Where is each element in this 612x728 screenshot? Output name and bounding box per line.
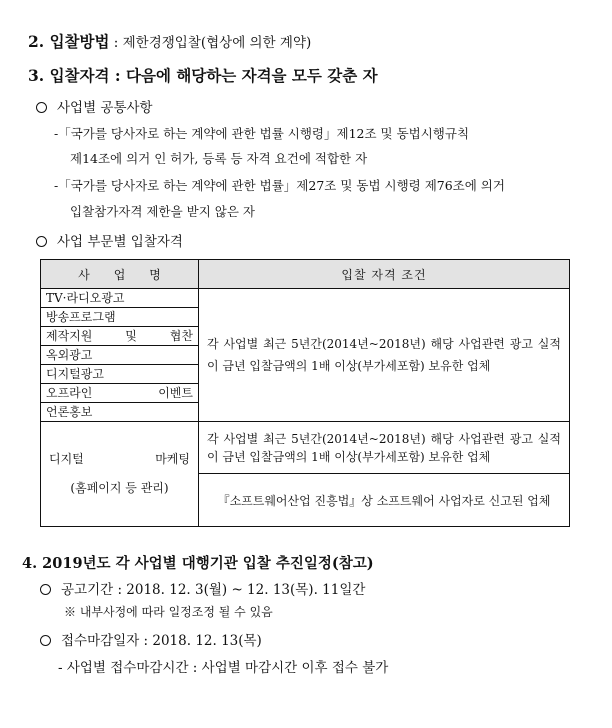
announce-period-label: 공고기간 : 2018. 12. 3(월) ~ 12. 13(목). 11일간 bbox=[61, 582, 366, 598]
section-2-heading bbox=[28, 30, 311, 52]
circle-bullet-icon bbox=[40, 635, 51, 646]
row-outdoor: 옥외광고 bbox=[41, 346, 199, 365]
common-requirements-title: 사업별 공통사항 bbox=[57, 100, 153, 116]
row-tv-radio: TV·라디오광고 bbox=[41, 289, 199, 308]
section-3-detail: : 다음에 해당하는 자격을 모두 갖춘 자 bbox=[109, 66, 378, 85]
table-row bbox=[41, 289, 570, 308]
section-4-heading: 4. 2019년도 각 사업별 대행기관 입찰 추진일정(참고) bbox=[22, 555, 374, 572]
division-requirements-title: 사업 부문별 입찰자격 bbox=[57, 234, 183, 250]
announce-period bbox=[40, 578, 365, 598]
condition-group-2-experience: 각 사업별 최근 5년간(2014년~2018년) 해당 사업관련 광고 실적이 금년 입찰금액의 1배 이상(부가세포함) 보유한 업체 bbox=[199, 422, 570, 474]
deadline-date-label: 접수마감일자 : 2018. 12. 13(목) bbox=[61, 633, 262, 649]
row-digital-ad: 디지털광고 bbox=[41, 365, 199, 384]
deadline-date bbox=[40, 629, 262, 649]
header-condition: 입찰 자격 조건 bbox=[199, 260, 570, 289]
row-press: 언론홍보 bbox=[41, 403, 199, 422]
requirement-item-2-line2: 입찰참가자격 제한을 받지 않은 자 bbox=[70, 204, 255, 219]
digital-marketing-line1: 디지털 마케팅 bbox=[49, 452, 190, 466]
announce-note: ※ 내부사정에 따라 일정조정 될 수 있음 bbox=[64, 605, 273, 619]
deadline-note: - 사업별 접수마감시간 : 사업별 마감시간 이후 접수 불가 bbox=[58, 660, 389, 676]
requirement-item-1-line1: -「국가를 당사자로 하는 계약에 관한 법률 시행령」제12조 및 동법시행규칙 bbox=[54, 126, 470, 141]
section-3-title: 3. 입찰자격 bbox=[28, 66, 110, 85]
section-2-title: 2. 입찰방법 bbox=[28, 32, 110, 51]
row-production-sponsorship: 제작지원 및 협찬 bbox=[41, 327, 199, 346]
section-3-heading bbox=[28, 64, 378, 86]
condition-group-2-software: 『소프트웨어산업 진흥법』상 소프트웨어 사업자로 신고된 업체 bbox=[199, 474, 570, 527]
circle-bullet-icon bbox=[40, 584, 51, 595]
division-requirements-heading bbox=[36, 230, 183, 250]
requirement-item-2-line1: -「국가를 당사자로 하는 계약에 관한 법률」제27조 및 동법 시행령 제76조에 의거 bbox=[54, 178, 505, 193]
table-header-row bbox=[41, 260, 570, 289]
section-2-detail: : 제한경쟁입찰(협상에 의한 계약) bbox=[109, 35, 312, 51]
row-broadcast-program: 방송프로그램 bbox=[41, 308, 199, 327]
circle-bullet-icon bbox=[36, 102, 47, 113]
table-row bbox=[41, 422, 570, 474]
row-offline-event: 오프라인 이벤트 bbox=[41, 384, 199, 403]
row-digital-marketing bbox=[41, 422, 199, 527]
requirement-item-1-line2: 제14조에 의거 인 허가, 등록 등 자격 요건에 적합한 자 bbox=[70, 151, 368, 166]
common-requirements-heading bbox=[36, 96, 153, 116]
digital-marketing-line2: (홈페이지 등 관리) bbox=[70, 481, 169, 495]
qualification-table bbox=[40, 259, 570, 527]
condition-group-1: 각 사업별 최근 5년간(2014년~2018년) 해당 사업관련 광고 실적이 금년 입찰금액의 1배 이상(부가세포함) 보유한 업체 bbox=[199, 289, 570, 422]
circle-bullet-icon bbox=[36, 236, 47, 247]
header-business-name: 사업명 bbox=[41, 260, 199, 289]
